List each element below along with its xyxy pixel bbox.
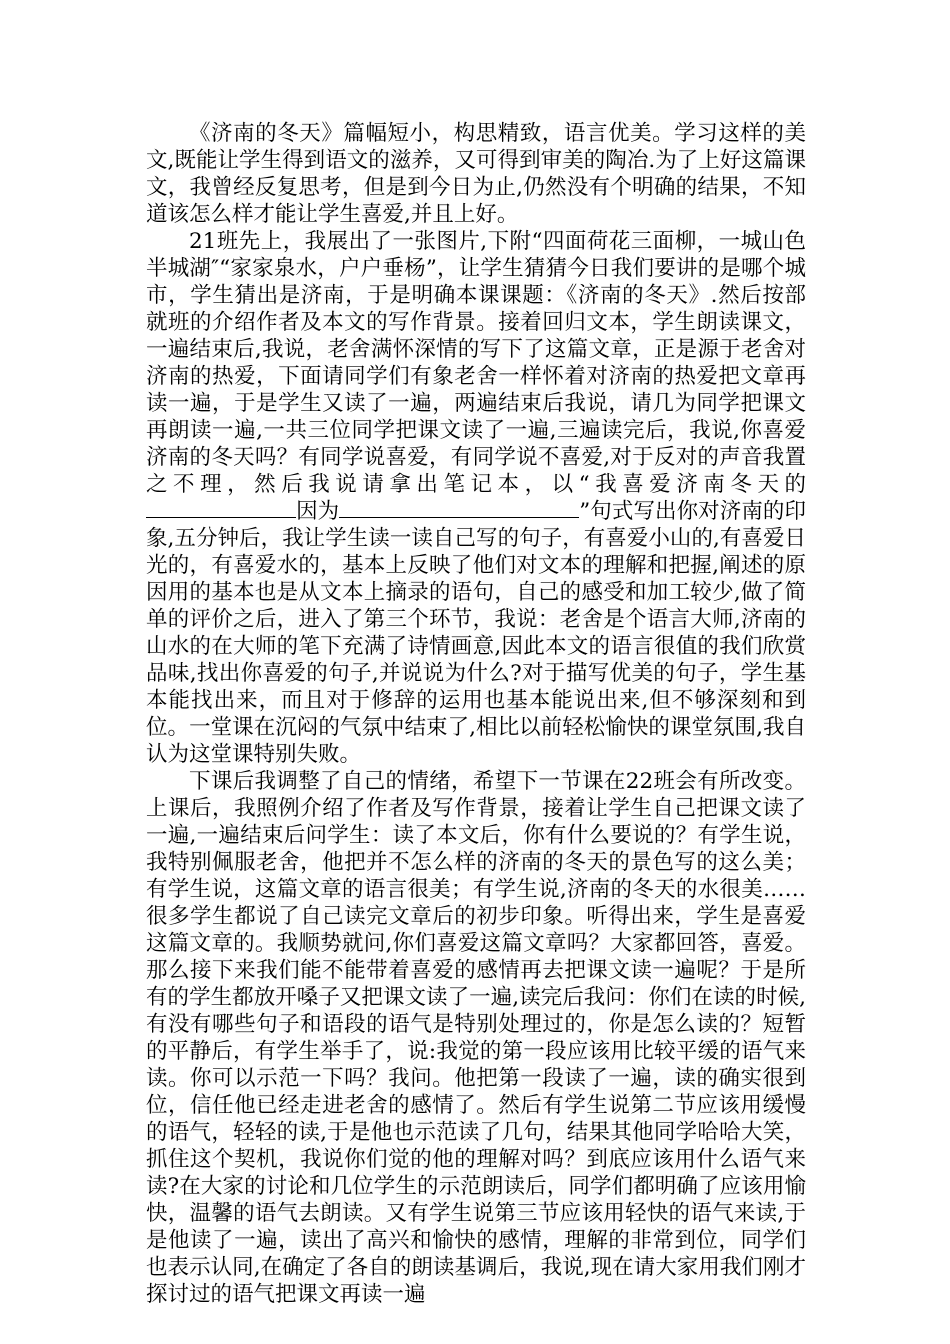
paragraph-class-22: 下课后我调整了自己的情绪，希望下一节课在22班会有所改变。上课后，我照例介绍了作者及写作背景，接着让学生自己把课文读了一遍,一遍结束后问学生：读了本文后，你有什么要说的？有学生说，我特别佩服老舍，他把并不怎么样的济南的冬天的景色写的这么美；有学生说，这篇文章的语言很美；有学生说,济南的冬天的水很美……很多学生都说了自己读完文章后的初步印象。听得出来，学生是喜爱这篇文章的。我顺势就问,你们喜爱这篇文章吗？大家都回答，喜爱。那么接下来我们能不能带着喜爱的感情再去把课文读一遍呢？于是所有的学生都放开嗓子又把课文读了一遍,读完后我问：你们在读的时候,有没有哪些句子和语段的语气是特别处理过的，你是怎么读的？短暂的平静后，有学生举手了，说:我觉的第一段应该用比较平缓的语气来读。你可以示范一下吗？我问。他把第一段读了一遍，读的确实很到位，信任他已经走进老舍的感情了。然后有学生说第二节应该用缓慢的语气，轻轻的读,于是他也示范读了几句，结果其他同学哈哈大笑，抓住这个契机，我说你们觉的他的理解对吗？到底应该用什么语气来读?在大家的讨论和几位学生的示范朗读后，同学们都明确了应该用愉快，温馨的语气去朗读。又有学生说第三节应该用轻快的语气来读,于是他读了一遍，读出了高兴和愉快的感情，理解的非常到位，同学们也表示认同,在确定了各自的朗读基调后，我说,现在请大家用我们刚才探讨过的语气把课文再读一遍 [146, 769, 806, 1307]
paragraph-class-21-text-3: ”句式写出你对济南的印象,五分钟后，我让学生读一读自己写的句子，有喜爱小山的,有喜爱日光的，有喜爱水的，基本上反映了他们对文本的理解和把握,阐述的原因用的基本也是从文本上摘录的语句，自己的感受和加工较少,做了简单的评价之后，进入了第三个环节，我说：老舍是个语言大师,济南的山水的在大师的笔下充满了诗情画意,因此本文的语言很值的我们欣赏品味,找出你喜爱的句子,并说说为什么?对于描写优美的句子，学生基本能找出来，而且对于修辞的运用也基本能说出来,但不够深刻和到位。一堂课在沉闷的气氛中结束了,相比以前轻松愉快的课堂氛围,我自认为这堂课特别失败。 [146, 499, 806, 767]
fill-blank-1 [146, 499, 296, 518]
paragraph-intro: 《济南的冬天》篇幅短小，构思精致，语言优美。学习这样的美文,既能让学生得到语文的滋养，又可得到审美的陶冶.为了上好这篇课文，我曾经反复思考，但是到今日为止,仍然没有个明确的结果，不知道该怎么样才能让学生喜爱,并且上好。 [146, 121, 806, 227]
paragraph-class-21 [146, 228, 806, 768]
paragraph-class-21-text-1: 21班先上，我展出了一张图片,下附“四面荷花三面柳，一城山色半城湖″“家家泉水，户户垂杨”，让学生猜猜今日我们要讲的是哪个城市，学生猜出是济南，于是明确本课课题：《济南的冬天》.然后按部就班的介绍作者及本文的写作背景。接着回归文本，学生朗读课文，一遍结束后,我说，老舍满怀深情的写下了这篇文章，正是源于老舍对济南的热爱，下面请同学们有象老舍一样怀着对济南的热爱把文章再读一遍，于是学生又读了一遍，两遍结束后我说，请几为同学把课文再朗读一遍,一共三位同学把课文读了一遍,三遍读完后，我说,你喜爱济南的冬天吗？有同学说喜爱，有同学说不喜爱,对于反对的声音我置之不理，然后我说请拿出笔记本，以“我喜爱济南冬天的 [146, 229, 806, 497]
document-body [146, 120, 806, 1308]
paragraph-class-21-text-2: 因为 [296, 499, 340, 524]
fill-blank-2 [339, 499, 579, 518]
